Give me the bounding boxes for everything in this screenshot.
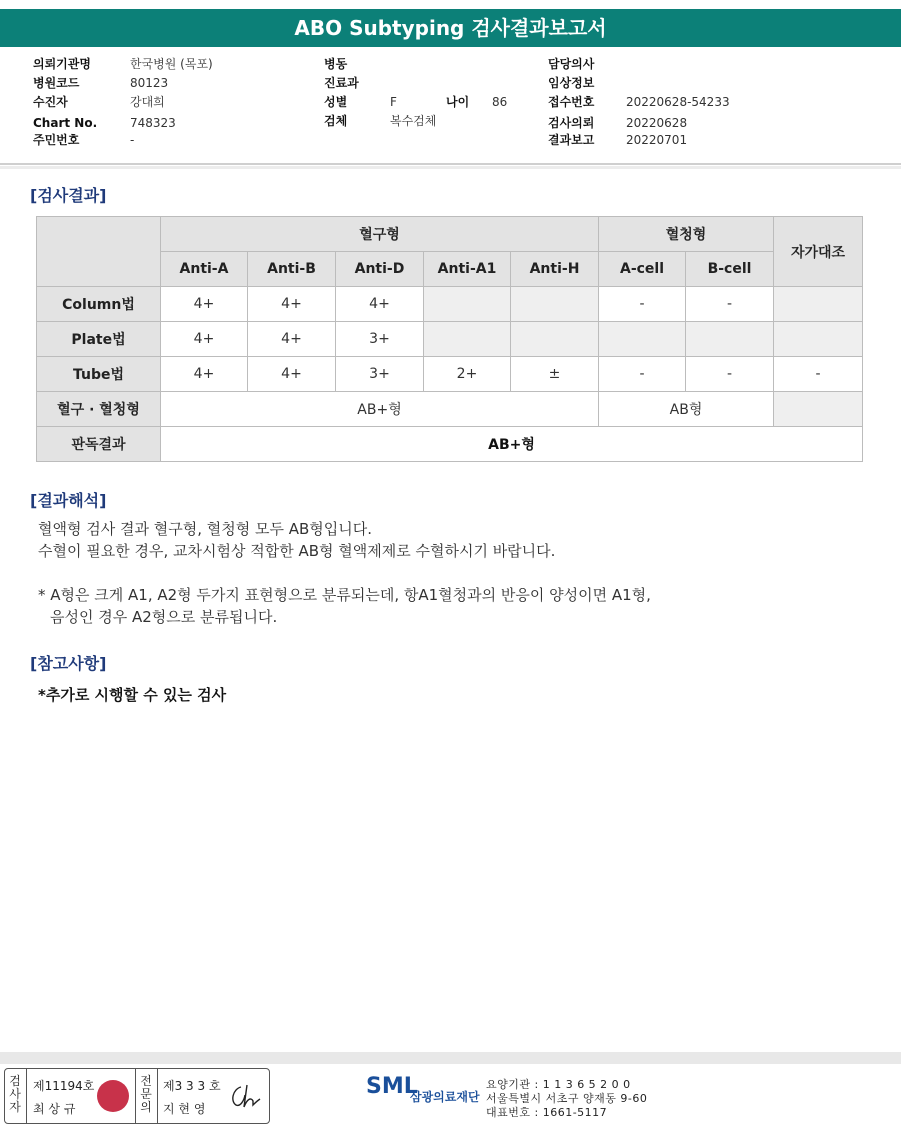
org-line-1: 요양기관 : 1 1 3 6 5 2 0 0 bbox=[486, 1078, 631, 1091]
request-date-label: 검사의뢰 bbox=[548, 116, 595, 130]
divider bbox=[135, 1069, 136, 1123]
table-cell bbox=[511, 322, 599, 357]
table-cell: 4+ bbox=[161, 357, 248, 392]
table-cell: 3+ bbox=[336, 322, 424, 357]
section-result-heading: [검사결과] bbox=[30, 186, 107, 205]
results-table bbox=[36, 216, 863, 462]
resident-no-value: - bbox=[130, 133, 135, 147]
examiner-number: 제11194호 bbox=[33, 1079, 95, 1093]
col-header: Anti-D bbox=[336, 252, 424, 287]
table-cell: 3+ bbox=[336, 357, 424, 392]
interpretation-note-1: * A형은 크게 A1, A2형 두가지 표현형으로 분류되는데, 항A1혈청과의 반응이 양성이면 A1형, bbox=[38, 586, 651, 604]
hospital-name-label: 의뢰기관명 bbox=[33, 57, 91, 71]
table-corner bbox=[37, 217, 161, 287]
table-cell: 2+ bbox=[424, 357, 511, 392]
table-row bbox=[37, 392, 863, 427]
signature-box bbox=[4, 1068, 270, 1124]
specimen-value: 복수검체 bbox=[390, 114, 437, 128]
group-serum-header: 혈청형 bbox=[599, 217, 774, 252]
table-cell bbox=[774, 322, 863, 357]
table-cell: 4+ bbox=[248, 287, 336, 322]
hospital-code-label: 병원코드 bbox=[33, 76, 80, 90]
sml-logo: SML bbox=[366, 1074, 418, 1099]
doctor-number: 제3 3 3 호 bbox=[163, 1079, 221, 1093]
interpretation-note-2: 음성인 경우 A2형으로 분류됩니다. bbox=[50, 608, 278, 626]
row-header: Plate법 bbox=[37, 322, 161, 357]
resident-no-label: 주민번호 bbox=[33, 133, 80, 147]
row-header: Tube법 bbox=[37, 357, 161, 392]
sex-value: F bbox=[390, 95, 397, 109]
table-row bbox=[37, 427, 863, 462]
table-row bbox=[37, 322, 863, 357]
col-header: Anti-B bbox=[248, 252, 336, 287]
col-header: Anti-H bbox=[511, 252, 599, 287]
table-cell bbox=[424, 287, 511, 322]
header-divider-shadow bbox=[0, 166, 901, 169]
patient-label: 수진자 bbox=[33, 95, 68, 109]
sex-label: 성별 bbox=[324, 95, 348, 109]
table-cell bbox=[511, 287, 599, 322]
hospital-code-value: 80123 bbox=[130, 76, 169, 90]
report-date-label: 결과보고 bbox=[548, 133, 595, 147]
table-cell bbox=[424, 322, 511, 357]
foundation-name: 삼광의료재단 bbox=[410, 1090, 480, 1104]
table-cell bbox=[774, 392, 863, 427]
clinical-info-label: 임상정보 bbox=[548, 76, 595, 90]
receipt-no-label: 접수번호 bbox=[548, 95, 595, 109]
serum-type-result: AB형 bbox=[599, 392, 774, 427]
row-header: 판독결과 bbox=[37, 427, 161, 462]
chart-no-label: Chart No. bbox=[33, 116, 98, 130]
report-title: ABO Subtyping 검사결과보고서 bbox=[0, 9, 901, 47]
section-interpretation-heading: [결과해석] bbox=[30, 491, 107, 510]
table-row bbox=[37, 357, 863, 392]
department-label: 진료과 bbox=[324, 76, 359, 90]
table-cell: 4+ bbox=[248, 322, 336, 357]
request-date-value: 20220628 bbox=[626, 116, 688, 130]
table-cell: ± bbox=[511, 357, 599, 392]
reference-text: *추가로 시행할 수 있는 검사 bbox=[38, 686, 227, 704]
table-row bbox=[37, 287, 863, 322]
table-cell bbox=[774, 287, 863, 322]
doctor-signature-icon bbox=[227, 1081, 263, 1111]
cell-type-result: AB+형 bbox=[161, 392, 599, 427]
final-result: AB+형 bbox=[161, 427, 863, 462]
group-cell-header: 혈구형 bbox=[161, 217, 599, 252]
header-divider bbox=[0, 163, 901, 165]
table-cell: 4+ bbox=[336, 287, 424, 322]
hospital-name-value: 한국병원 (목포) bbox=[130, 57, 213, 71]
org-line-3: 대표번호 : 1661-5117 bbox=[486, 1106, 608, 1119]
col-header: B-cell bbox=[686, 252, 774, 287]
table-cell: - bbox=[599, 357, 686, 392]
patient-value: 강대희 bbox=[130, 95, 165, 109]
ward-label: 병동 bbox=[324, 57, 348, 71]
divider bbox=[157, 1069, 158, 1123]
report-date-value: 20220701 bbox=[626, 133, 688, 147]
specimen-label: 검체 bbox=[324, 114, 348, 128]
divider bbox=[26, 1069, 27, 1123]
table-cell: 4+ bbox=[248, 357, 336, 392]
age-value: 86 bbox=[492, 95, 508, 109]
table-cell: 4+ bbox=[161, 287, 248, 322]
footer-divider bbox=[0, 1052, 901, 1064]
examiner-name: 최 상 규 bbox=[33, 1102, 76, 1116]
table-cell: - bbox=[686, 357, 774, 392]
table-cell bbox=[686, 322, 774, 357]
table-cell: - bbox=[599, 287, 686, 322]
col-header: Anti-A bbox=[161, 252, 248, 287]
doctor-label: 전문의 bbox=[140, 1074, 152, 1114]
table-cell: - bbox=[686, 287, 774, 322]
col-header: A-cell bbox=[599, 252, 686, 287]
doctor-label: 담당의사 bbox=[548, 57, 595, 71]
interpretation-line-1: 혈액형 검사 결과 혈구형, 혈청형 모두 AB형입니다. bbox=[38, 520, 373, 538]
table-cell: - bbox=[774, 357, 863, 392]
section-reference-heading: [참고사항] bbox=[30, 654, 107, 673]
row-header: Column법 bbox=[37, 287, 161, 322]
interpretation-line-2: 수혈이 필요한 경우, 교차시험상 적합한 AB형 혈액제제로 수혈하시기 바랍니다. bbox=[38, 542, 556, 560]
receipt-no-value: 20220628-54233 bbox=[626, 95, 730, 109]
examiner-label: 검사자 bbox=[9, 1074, 21, 1114]
table-cell bbox=[599, 322, 686, 357]
autocontrol-header: 자가대조 bbox=[774, 217, 863, 287]
chart-no-value: 748323 bbox=[130, 116, 176, 130]
doctor-name: 지 현 영 bbox=[163, 1102, 206, 1116]
row-header: 혈구 · 혈청형 bbox=[37, 392, 161, 427]
age-label: 나이 bbox=[446, 95, 470, 109]
table-cell: 4+ bbox=[161, 322, 248, 357]
examiner-seal-icon bbox=[97, 1080, 129, 1112]
org-line-2: 서울특별시 서초구 양재동 9-60 bbox=[486, 1092, 648, 1105]
col-header: Anti-A1 bbox=[424, 252, 511, 287]
